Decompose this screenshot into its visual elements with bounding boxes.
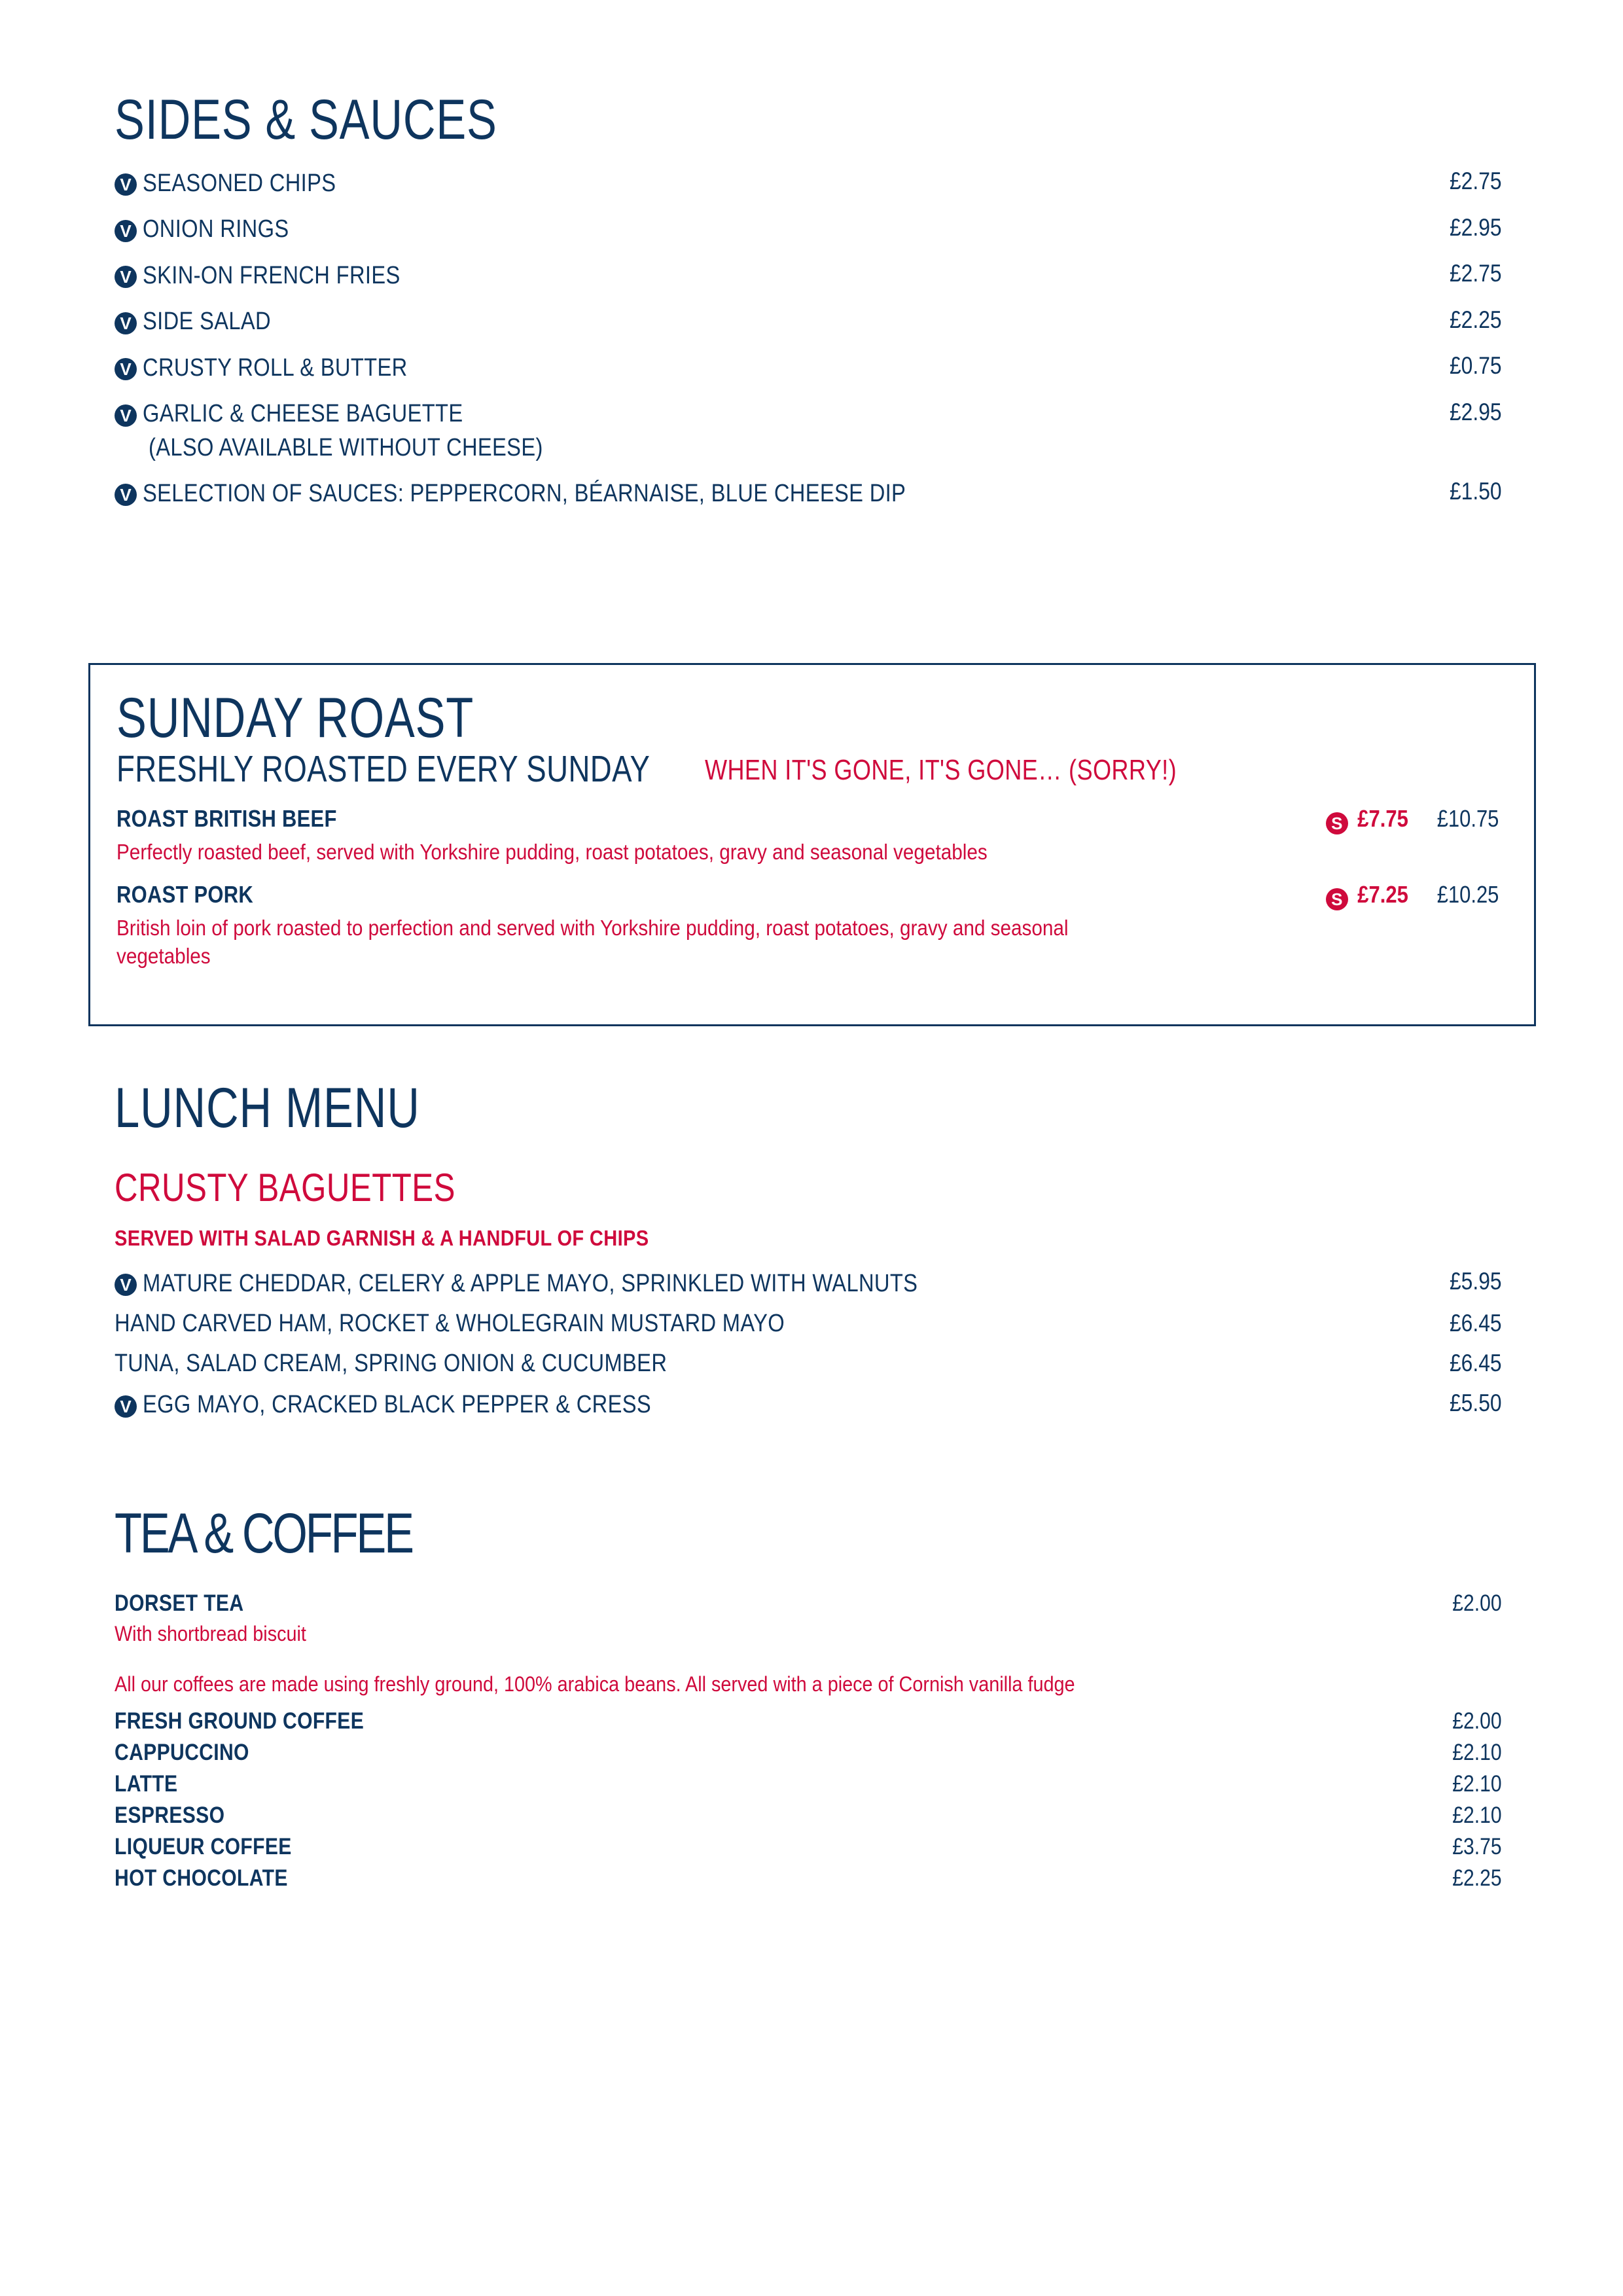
item-name: SKIN-ON FRENCH FRIES [143, 261, 401, 289]
menu-row [115, 168, 1502, 198]
row-label [115, 480, 1441, 508]
row-label [115, 1391, 1441, 1419]
sunday-roast-item [116, 805, 1504, 867]
item-prices [1326, 805, 1504, 834]
menu-row-dorset-tea [115, 1590, 1502, 1617]
item-name: HAND CARVED HAM, ROCKET & WHOLEGRAIN MUSTARD MAYO [115, 1309, 785, 1337]
vegetarian-badge-icon: V [115, 358, 137, 380]
item-price-small: £7.25 [1357, 880, 1408, 908]
menu-row [115, 399, 1502, 429]
row-label [116, 881, 1326, 908]
item-price-large: £10.25 [1436, 880, 1499, 908]
sides-and-sauces-section [115, 88, 1502, 524]
item-name: SEASONED CHIPS [143, 169, 336, 197]
item-name: SELECTION OF SAUCES: PEPPERCORN, BÉARNAISE, BLUE CHEESE DIP [143, 479, 906, 507]
item-price: £1.50 [1450, 478, 1502, 505]
sunday-roast-subheading-note: WHEN IT'S GONE, IT'S GONE… (SORRY!) [705, 754, 1177, 786]
item-price: £0.75 [1450, 352, 1502, 379]
item-price: £2.75 [1450, 260, 1502, 287]
row-label [116, 805, 1326, 833]
page-title-sunday-roast: SUNDAY ROAST [116, 687, 474, 749]
row-label [115, 1350, 1441, 1378]
menu-row [115, 478, 1502, 508]
row-label [115, 1310, 1441, 1338]
small-portion-badge-icon: S [1326, 812, 1348, 834]
vegetarian-badge-icon: V [115, 220, 137, 242]
item-price: £2.25 [1452, 1865, 1502, 1891]
crusty-baguettes-title: CRUSTY BAGUETTES [115, 1166, 455, 1210]
item-price: £3.75 [1452, 1834, 1502, 1859]
item-name: TUNA, SALAD CREAM, SPRING ONION & CUCUMBER [115, 1349, 668, 1377]
row-label [115, 400, 1441, 428]
item-price: £6.45 [1450, 1309, 1502, 1336]
sunday-roast-list [116, 805, 1504, 971]
item-price: £5.50 [1450, 1389, 1502, 1416]
menu-row [116, 881, 1504, 910]
item-description: British loin of pork roasted to perfection and served with Yorkshire pudding, roast potatoes, gravy and seasonal vegetables [116, 915, 1069, 968]
menu-row [115, 352, 1502, 382]
item-price: £2.00 [1452, 1708, 1502, 1734]
page-title-tea-coffee: TEA & COFFEE [115, 1502, 412, 1565]
vegetarian-badge-icon: V [115, 1395, 137, 1418]
coffee-list [115, 1708, 1502, 1892]
item-name: MATURE CHEDDAR, CELERY & APPLE MAYO, SPRINKLED WITH WALNUTS [143, 1269, 918, 1297]
sunday-roast-item [116, 881, 1504, 971]
menu-row [115, 1268, 1502, 1298]
menu-row [115, 214, 1502, 244]
item-price: £2.00 [1452, 1590, 1502, 1616]
row-label [115, 170, 1441, 198]
item-name: HOT CHOCOLATE [115, 1865, 288, 1891]
menu-row [115, 260, 1502, 290]
item-description: Perfectly roasted beef, served with Yorkshire pudding, roast potatoes, gravy and seasonal vegetables [116, 840, 988, 864]
item-name: CRUSTY ROLL & BUTTER [143, 353, 408, 382]
sunday-roast-panel [88, 663, 1536, 1026]
item-price-small: £7.75 [1357, 805, 1408, 832]
row-label [115, 1708, 1444, 1734]
item-price: £2.10 [1452, 1771, 1502, 1797]
tea-and-coffee-section [115, 1502, 1502, 1897]
menu-row [115, 1350, 1502, 1378]
vegetarian-badge-icon: V [115, 404, 137, 427]
item-name: DORSET TEA [115, 1590, 244, 1616]
item-price: £6.45 [1450, 1349, 1502, 1376]
page-title-lunch-menu: LUNCH MENU [115, 1077, 420, 1139]
vegetarian-badge-icon: V [115, 484, 137, 506]
item-name: GARLIC & CHEESE BAGUETTE [143, 400, 463, 427]
row-label [115, 1865, 1444, 1892]
item-note: (ALSO AVAILABLE WITHOUT CHEESE) [149, 434, 543, 461]
dorset-tea-description: With shortbread biscuit [115, 1622, 306, 1645]
menu-row [115, 1708, 1502, 1734]
menu-row [115, 1803, 1502, 1829]
item-price: £2.25 [1450, 306, 1502, 333]
item-name: CAPPUCCINO [115, 1740, 249, 1765]
item-name: ONION RINGS [143, 215, 289, 243]
menu-row [115, 1771, 1502, 1797]
page-title-sides: SIDES & SAUCES [115, 88, 497, 151]
row-label [115, 262, 1441, 290]
item-name: EGG MAYO, CRACKED BLACK PEPPER & CRESS [143, 1391, 652, 1418]
row-label [115, 1590, 1444, 1617]
item-name: SIDE SALAD [143, 308, 271, 335]
row-label [115, 1740, 1444, 1766]
row-label [115, 308, 1441, 336]
sunday-roast-subheading [116, 747, 1504, 791]
menu-row [116, 805, 1504, 834]
sunday-roast-subheading-main: FRESHLY ROASTED EVERY SUNDAY [116, 748, 651, 790]
item-price: £5.95 [1450, 1268, 1502, 1295]
small-portion-badge-icon: S [1326, 888, 1348, 910]
item-price: £2.10 [1452, 1740, 1502, 1765]
item-price: £2.95 [1450, 213, 1502, 241]
vegetarian-badge-icon: V [115, 173, 137, 196]
vegetarian-badge-icon: V [115, 312, 137, 334]
item-price: £2.75 [1450, 168, 1502, 194]
item-prices [1326, 881, 1504, 910]
menu-row [115, 1390, 1502, 1420]
baguettes-list [115, 1268, 1502, 1419]
menu-row [115, 1834, 1502, 1860]
item-name: ESPRESSO [115, 1803, 225, 1828]
menu-row [115, 306, 1502, 336]
menu-row [115, 1310, 1502, 1338]
item-price-large: £10.75 [1436, 805, 1499, 832]
menu-row [115, 1740, 1502, 1766]
row-label [115, 1771, 1444, 1797]
menu-row [115, 1865, 1502, 1892]
row-label [115, 1270, 1441, 1298]
coffee-note: All our coffees are made using freshly ground, 100% arabica beans. All served with a piece of Cornish vanilla fudge [115, 1672, 1075, 1696]
crusty-baguettes-subtitle: SERVED WITH SALAD GARNISH & A HANDFUL OF CHIPS [115, 1226, 649, 1250]
item-name: LATTE [115, 1771, 178, 1797]
row-label [115, 1803, 1444, 1829]
lunch-menu-section [115, 1077, 1502, 1431]
row-label [115, 1834, 1444, 1860]
item-price: £2.95 [1450, 398, 1502, 425]
row-label [115, 354, 1441, 382]
item-name: LIQUEUR COFFEE [115, 1834, 292, 1859]
item-price: £2.10 [1452, 1803, 1502, 1828]
vegetarian-badge-icon: V [115, 266, 137, 288]
vegetarian-badge-icon: V [115, 1274, 137, 1296]
item-name: ROAST PORK [116, 880, 253, 908]
sides-list [115, 168, 1502, 508]
row-label [115, 215, 1441, 243]
item-name: FRESH GROUND COFFEE [115, 1708, 365, 1734]
item-name: ROAST BRITISH BEEF [116, 805, 337, 832]
